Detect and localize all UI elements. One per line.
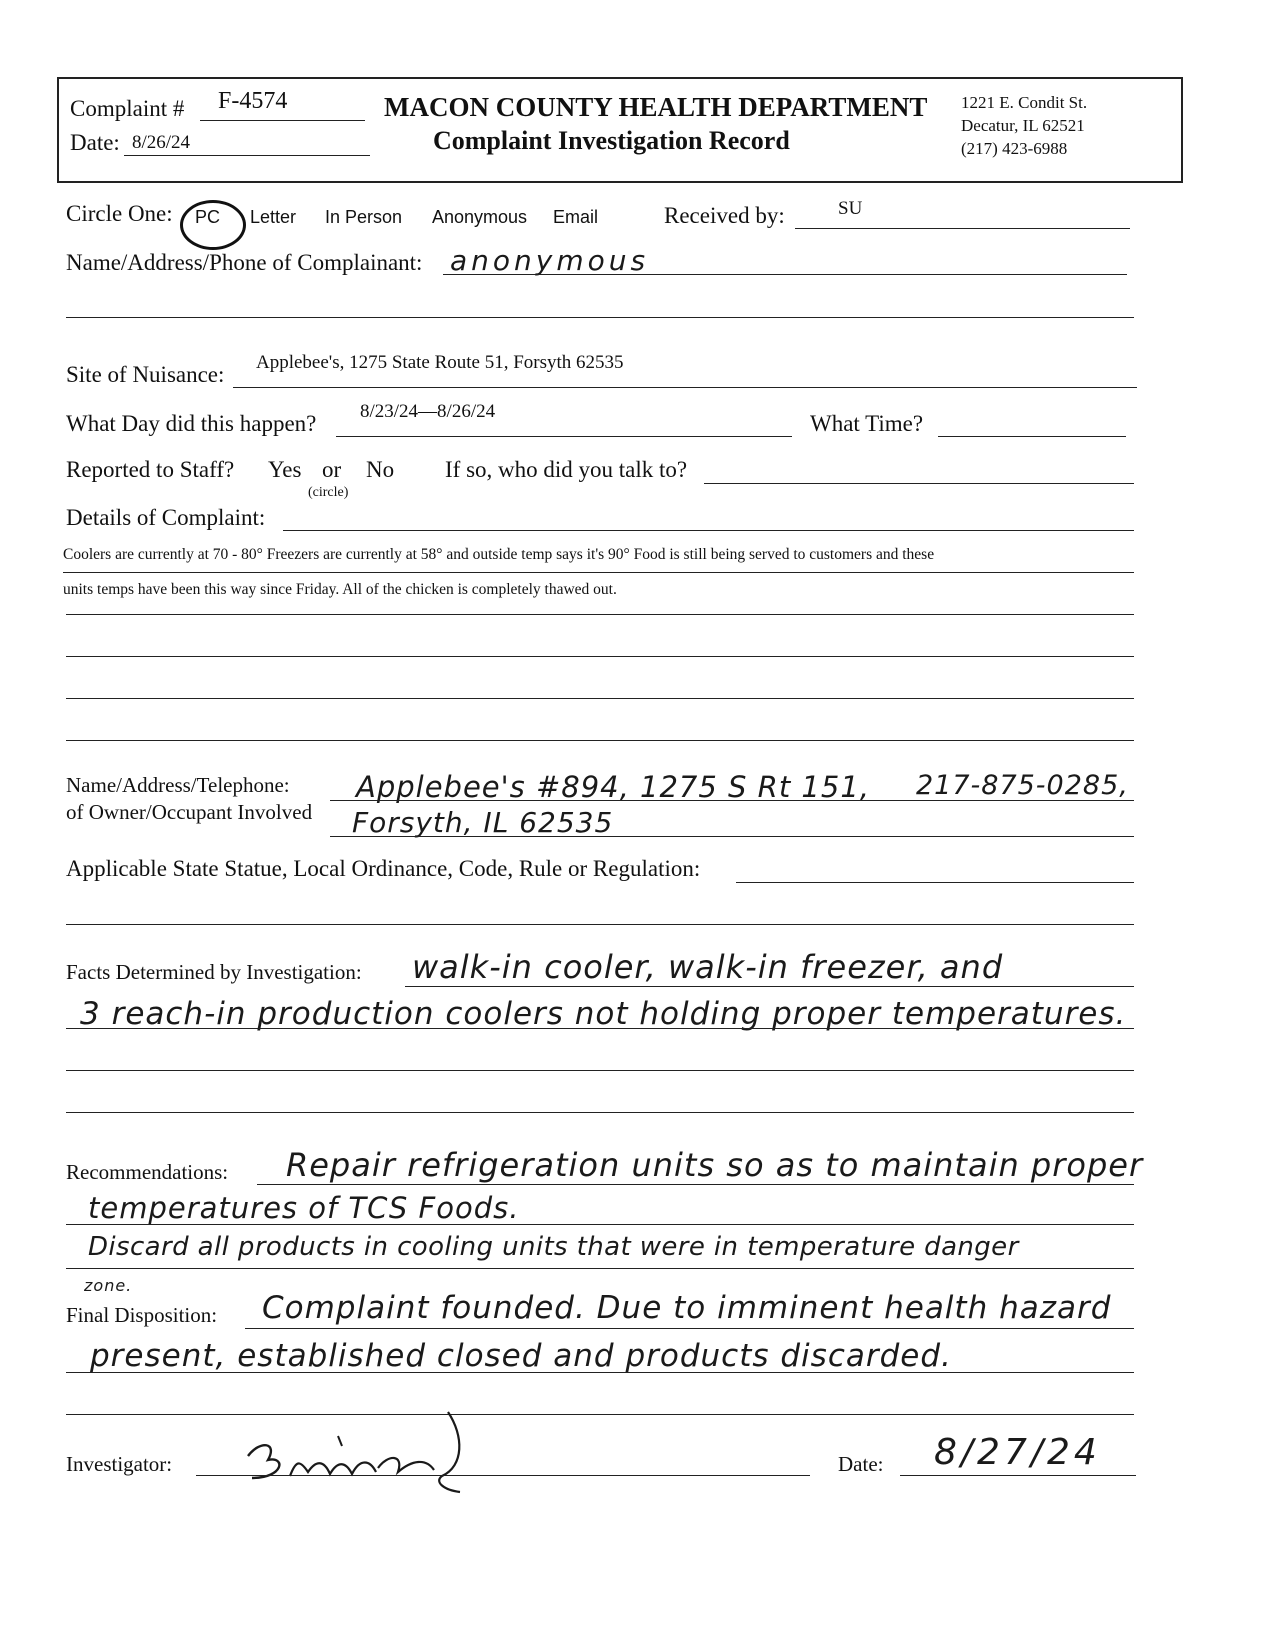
owner-line-2: [330, 836, 1134, 837]
details-label: Details of Complaint:: [66, 505, 266, 530]
signoff-date-value: 8/27/24: [934, 1432, 1101, 1473]
facts-line1: walk-in cooler, walk-in freezer, and: [412, 948, 1004, 986]
reported-no: No: [366, 457, 395, 482]
option-in-person: In Person: [325, 207, 403, 227]
details-rule-4: [66, 698, 1134, 699]
received-by-value: SU: [838, 198, 863, 219]
investigator-signature: [238, 1406, 478, 1496]
details-line: [283, 530, 1134, 531]
disposition-rule-1: [245, 1328, 1134, 1329]
owner-value-line1: Applebee's #894, 1275 S Rt 151,: [356, 770, 870, 804]
disposition-rule-2: [66, 1372, 1134, 1373]
disposition-line1: Complaint founded. Due to imminent health hazard: [262, 1290, 1112, 1326]
day-label: What Day did this happen?: [66, 411, 317, 436]
details-rule-5: [66, 740, 1134, 741]
facts-rule-3: [66, 1070, 1134, 1071]
details-rule-1: [63, 572, 1134, 573]
recommendations-line3: Discard all products in cooling units that were in temperature danger: [88, 1232, 1019, 1262]
disposition-line2: present, established closed and products discarded.: [90, 1338, 952, 1374]
time-label: What Time?: [810, 411, 924, 436]
signoff-date-label: Date:: [838, 1452, 884, 1476]
signoff-date-line: [900, 1475, 1136, 1476]
option-pc: PC: [195, 207, 221, 227]
department-title: MACON COUNTY HEALTH DEPARTMENT: [384, 92, 928, 122]
day-line: [336, 436, 792, 437]
regulation-label: Applicable State Statue, Local Ordinance, Code, Rule or Regulation:: [66, 856, 701, 881]
site-value: Applebee's, 1275 State Route 51, Forsyth 62535: [256, 352, 624, 373]
recommendations-label: Recommendations:: [66, 1160, 229, 1184]
recommendations-rule-3: [66, 1268, 1134, 1269]
address-line1: 1221 E. Condit St.: [961, 93, 1088, 112]
owner-value-line2: Forsyth, IL 62535: [352, 806, 614, 839]
option-email: Email: [553, 207, 599, 227]
facts-rule-2: [66, 1028, 1134, 1029]
circle-note: (circle): [308, 485, 349, 500]
disposition-label: Final Disposition:: [66, 1303, 218, 1327]
reported-yes: Yes: [268, 457, 302, 482]
facts-rule-4: [66, 1112, 1134, 1113]
talk-to-label: If so, who did you talk to?: [445, 457, 688, 482]
date-value: 8/26/24: [132, 132, 191, 153]
complainant-line-2: [66, 317, 1134, 318]
complaint-number-label: Complaint #: [70, 96, 185, 121]
facts-label: Facts Determined by Investigation:: [66, 960, 362, 984]
complainant-label: Name/Address/Phone of Complainant:: [66, 250, 423, 275]
owner-line-1: [330, 800, 1134, 801]
recommendations-line2: temperatures of TCS Foods.: [88, 1191, 520, 1225]
received-by-line: [795, 228, 1130, 229]
time-line: [938, 436, 1126, 437]
recommendations-rule-1: [257, 1184, 1134, 1185]
circle-one-label: Circle One:: [66, 201, 173, 226]
investigator-label: Investigator:: [66, 1452, 173, 1476]
reported-label: Reported to Staff?: [66, 457, 235, 482]
complainant-line: [443, 274, 1127, 275]
record-title: Complaint Investigation Record: [433, 126, 790, 155]
site-line: [233, 387, 1137, 388]
complainant-value: anonymous: [450, 244, 650, 277]
complaint-number-line: [200, 120, 365, 121]
owner-phone: 217-875-0285,: [916, 770, 1129, 801]
disposition-rule-3: [66, 1414, 1134, 1415]
department-phone: (217) 423-6988: [961, 139, 1068, 158]
date-label: Date:: [70, 130, 120, 155]
details-line2: units temps have been this way since Friday. All of the chicken is completely thawed out.: [63, 581, 617, 598]
facts-rule-1: [405, 986, 1134, 987]
day-value: 8/23/24—8/26/24: [360, 401, 496, 422]
option-anonymous: Anonymous: [432, 207, 528, 227]
owner-label-line2: of Owner/Occupant Involved: [66, 800, 313, 824]
received-by-label: Received by:: [664, 203, 785, 228]
talk-to-line: [704, 483, 1134, 484]
address-line2: Decatur, IL 62521: [961, 116, 1085, 135]
recommendations-rule-2: [66, 1224, 1134, 1225]
reported-or: or: [322, 457, 342, 482]
regulation-line-2: [66, 924, 1134, 925]
option-letter: Letter: [250, 207, 297, 227]
site-label: Site of Nuisance:: [66, 362, 225, 387]
details-line1: Coolers are currently at 70 - 80° Freezers are currently at 58° and outside temp says it's 90° Food is still being served to customers and these: [63, 546, 935, 563]
recommendations-line1: Repair refrigeration units so as to maintain proper: [286, 1146, 1144, 1184]
investigator-line: [196, 1475, 810, 1476]
date-line: [124, 155, 370, 156]
recommendations-line4: zone.: [84, 1276, 133, 1295]
details-rule-3: [66, 656, 1134, 657]
complaint-number-value: F-4574: [218, 88, 288, 114]
facts-line2: 3 reach-in production coolers not holding proper temperatures.: [80, 996, 1127, 1032]
details-rule-2: [66, 614, 1134, 615]
owner-label-line1: Name/Address/Telephone:: [66, 773, 290, 797]
regulation-line: [736, 882, 1134, 883]
